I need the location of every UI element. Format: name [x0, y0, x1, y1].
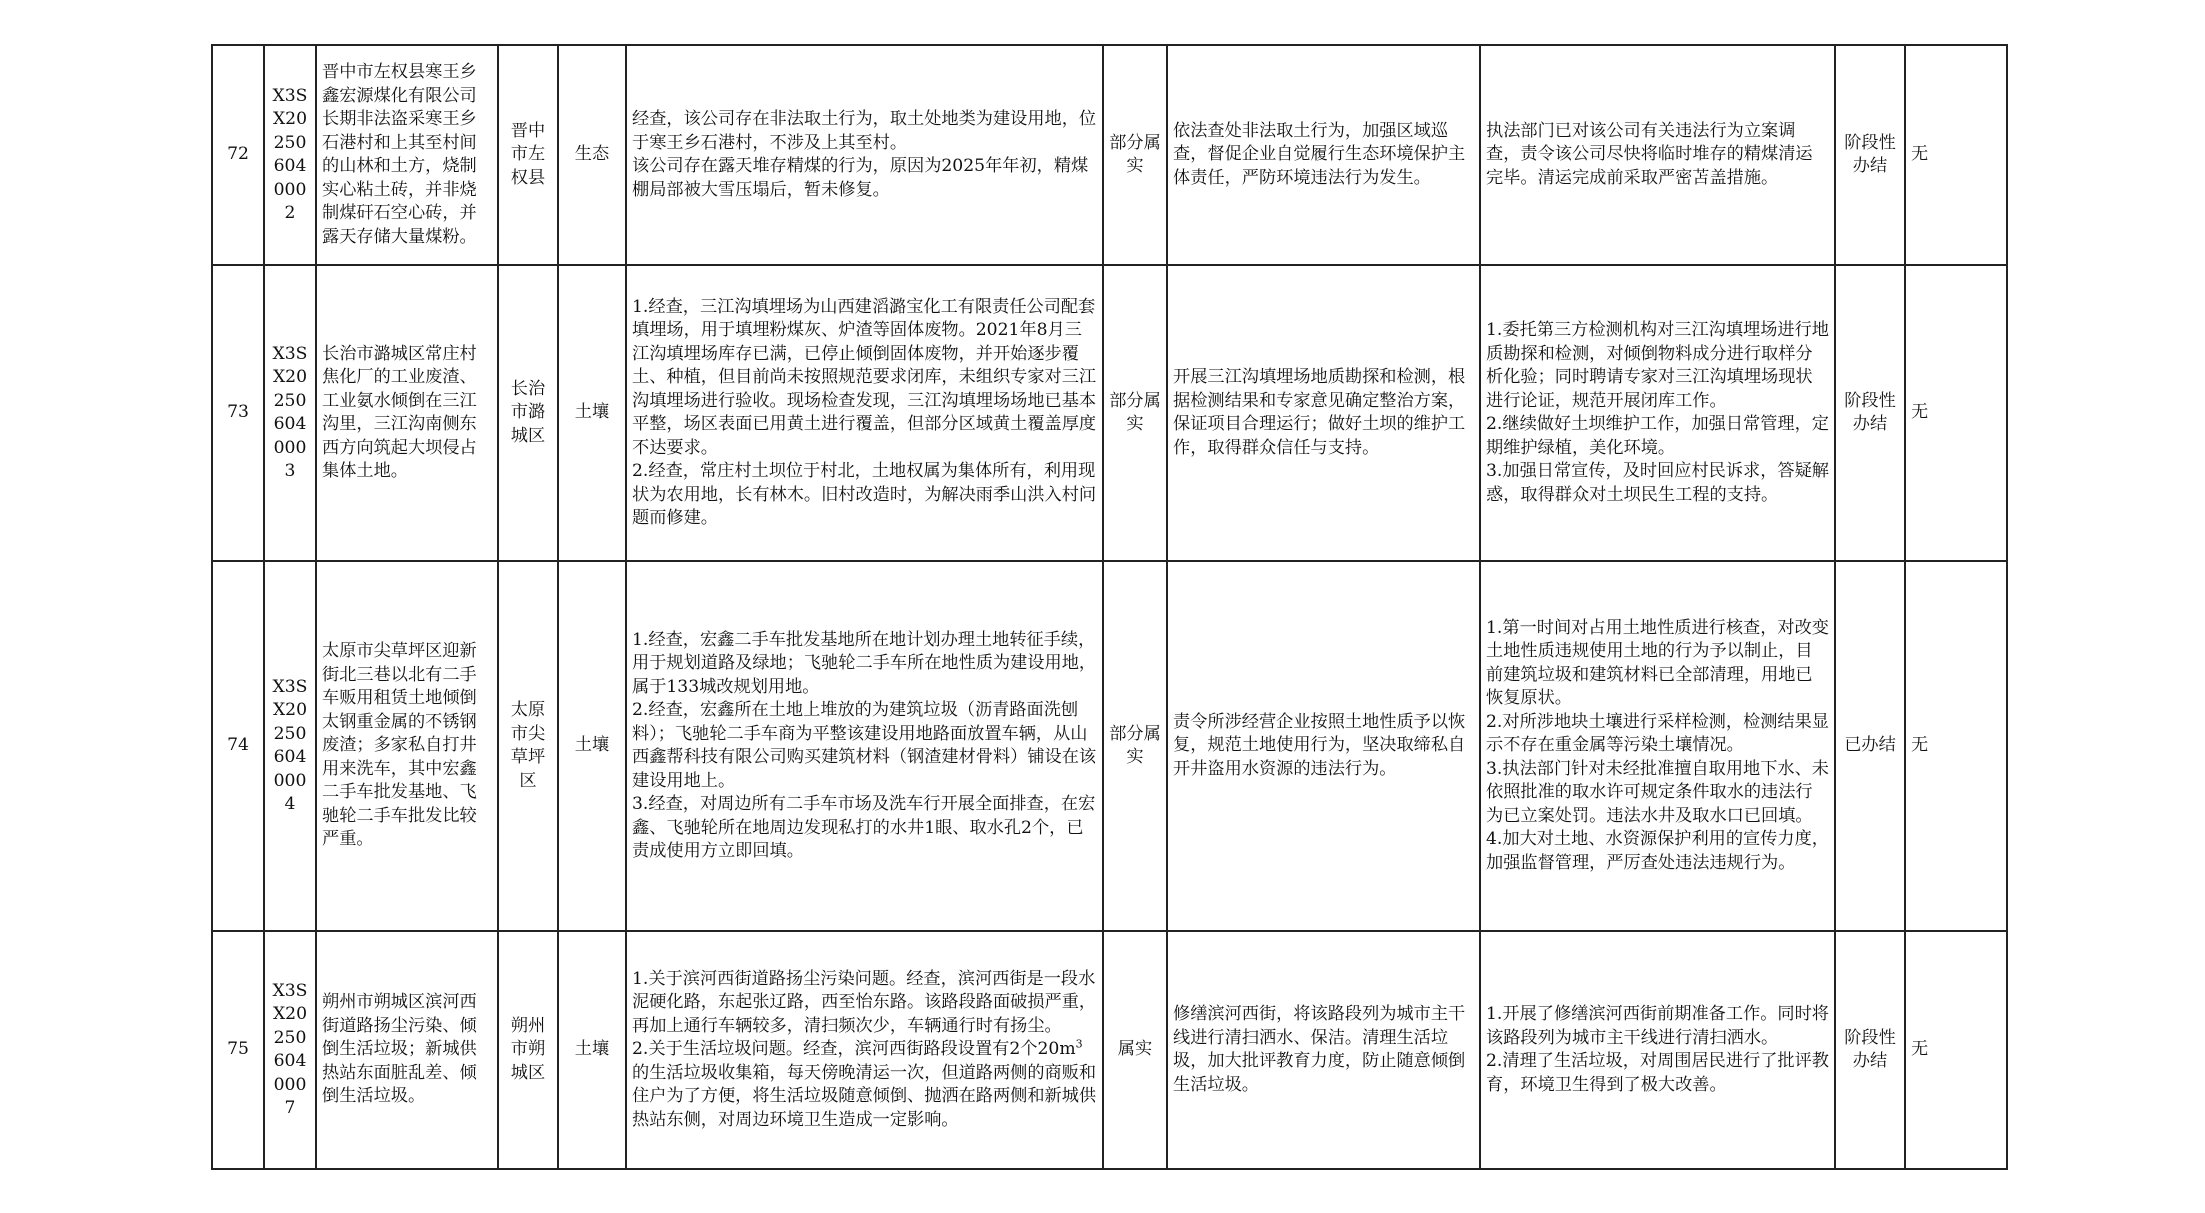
- rectification-cell: [1480, 265, 1835, 561]
- verification-paragraph: 2.经查，常庄村土坝位于村北，土地权属为集体所有，利用现状为农用地，长有林木。旧村改造时，为解决雨季山洪入村问题而修建。: [632, 461, 1097, 528]
- cubic-superscript: 3: [1075, 1037, 1083, 1051]
- verification-cell: [626, 561, 1103, 931]
- verification-text: 的生活垃圾收集箱，每天傍晚清运一次，但道路两侧的商贩和住户为了方便，将生活垃圾随意倾倒、抛洒在路两侧和新城供热站东侧，对周边环境卫生造成一定影响。: [632, 1062, 1097, 1130]
- table-row: [212, 45, 2007, 265]
- handling-opinion: 依法查处非法取土行为，加强区域巡查，督促企业自觉履行生态环境保护主体责任，严防环境违法行为发生。: [1167, 45, 1480, 265]
- row-number: 73: [212, 265, 264, 561]
- case-code: X3SX202506040003: [264, 265, 316, 561]
- verification-paragraph: [632, 1038, 1097, 1132]
- table-row: [212, 931, 2007, 1169]
- complaint-content: 朔州市朔城区滨河西街道路扬尘污染、倾倒生活垃圾；新城供热站东面脏乱差、倾倒生活垃圾。: [316, 931, 498, 1169]
- truth-status: 部分属实: [1103, 265, 1167, 561]
- pollution-type: 土壤: [558, 265, 626, 561]
- rectification-paragraph: 2.对所涉地块土壤进行采样检测，检测结果显示不存在重金属等污染土壤情况。: [1486, 711, 1829, 756]
- rectification-paragraph: 2.清理了生活垃圾，对周围居民进行了批评教育，环境卫生得到了极大改善。: [1486, 1051, 1829, 1095]
- truth-status: 部分属实: [1103, 45, 1167, 265]
- verification-text: 2.关于生活垃圾问题。经查，滨河西街路段设置有2个20m: [632, 1039, 1076, 1060]
- progress-status: 阶段性办结: [1835, 931, 1905, 1169]
- verification-paragraph: 3.经查，对周边所有二手车市场及洗车行开展全面排查，在宏鑫、飞驰轮所在地周边发现私打的水井1眼、取水孔2个，已责成使用方立即回填。: [632, 794, 1096, 861]
- verification-cell: [626, 265, 1103, 561]
- rectification-paragraph: 执法部门已对该公司有关违法行为立案调查，责令该公司尽快将临时堆存的精煤清运完毕。清运完成前采取严密苫盖措施。: [1486, 120, 1813, 188]
- verification-cell: [626, 931, 1103, 1169]
- verification-paragraph: 1.关于滨河西街道路扬尘污染问题。经查，滨河西街是一段水泥硬化路，东起张辽路，西至怡东路。该路段路面破损严重，再加上通行车辆较多，清扫频次少，车辆通行时有扬尘。: [632, 968, 1097, 1036]
- row-number: 72: [212, 45, 264, 265]
- truth-status: 属实: [1103, 931, 1167, 1169]
- rectification-paragraph: 2.继续做好土坝维护工作，加强日常管理，定期维护绿植，美化环境。: [1486, 414, 1829, 458]
- complaint-content: 太原市尖草坪区迎新街北三巷以北有二手车贩用租赁土地倾倒太钢重金属的不锈钢废渣；多家私自打井用来洗车，其中宏鑫二手车批发基地、飞驰轮二手车批发比较严重。: [316, 561, 498, 931]
- accountability: 无: [1905, 265, 2007, 561]
- complaint-content: 晋中市左权县寒王乡鑫宏源煤化有限公司长期非法盗采寒王乡石港村和上其至村间的山林和土方，烧制实心粘土砖，并非烧制煤矸石空心砖，并露天存储大量煤粉。: [316, 45, 498, 265]
- verification-paragraph: 1.经查，三江沟填埋场为山西建滔潞宝化工有限责任公司配套填埋场，用于填埋粉煤灰、炉渣等固体废物。2021年8月三江沟填埋场库存已满，已停止倾倒固体废物，并开始逐步覆土、种植，但目前尚未按照规范要求闭库，未组织专家对三江沟填埋场进行验收。现场检查发现，三江沟填埋场场地已基本平整，场区表面已用黄土进行覆盖，但部分区域黄土覆盖厚度不达要求。: [632, 296, 1097, 458]
- row-number: 75: [212, 931, 264, 1169]
- rectification-cell: [1480, 45, 1835, 265]
- admin-area: 长治市潞城区: [498, 265, 558, 561]
- pollution-type: 生态: [558, 45, 626, 265]
- handling-opinion: 修缮滨河西街，将该路段列为城市主干线进行清扫洒水、保洁。清理生活垃圾，加大批评教育力度，防止随意倾倒生活垃圾。: [1167, 931, 1480, 1169]
- admin-area: 朔州市朔城区: [498, 931, 558, 1169]
- accountability: 无: [1905, 561, 2007, 931]
- verification-cell: [626, 45, 1103, 265]
- truth-status: 部分属实: [1103, 561, 1167, 931]
- verification-paragraph: 该公司存在露天堆存精煤的行为，原因为2025年年初，精煤棚局部被大雪压塌后，暂未修复。: [632, 156, 1089, 200]
- pollution-type: 土壤: [558, 931, 626, 1169]
- handling-opinion: 开展三江沟填埋场地质勘探和检测，根据检测结果和专家意见确定整治方案，保证项目合理运行；做好土坝的维护工作，取得群众信任与支持。: [1167, 265, 1480, 561]
- rectification-cell: [1480, 931, 1835, 1169]
- rectification-paragraph: 3.加强日常宣传，及时回应村民诉求，答疑解惑，取得群众对土坝民生工程的支持。: [1486, 461, 1829, 505]
- case-code: X3SX202506040007: [264, 931, 316, 1169]
- table-row: [212, 265, 2007, 561]
- admin-area: 晋中市左权县: [498, 45, 558, 265]
- progress-status: 已办结: [1835, 561, 1905, 931]
- row-number: 74: [212, 561, 264, 931]
- rectification-paragraph: 1.开展了修缮滨河西街前期准备工作。同时将该路段列为城市主干线进行清扫洒水。: [1486, 1004, 1829, 1048]
- table-row: [212, 561, 2007, 931]
- progress-status: 阶段性办结: [1835, 45, 1905, 265]
- progress-status: 阶段性办结: [1835, 265, 1905, 561]
- complaint-table: [211, 44, 2008, 1170]
- verification-paragraph: 1.经查，宏鑫二手车批发基地所在地计划办理土地转征手续，用于规划道路及绿地；飞驰轮二手车所在地性质为建设用地，属于133城改规划用地。: [632, 629, 1097, 697]
- pollution-type: 土壤: [558, 561, 626, 931]
- verification-paragraph: 经查，该公司存在非法取土行为，取土处地类为建设用地，位于寒王乡石港村，不涉及上其至村。: [632, 109, 1097, 153]
- case-code: X3SX202506040002: [264, 45, 316, 265]
- rectification-cell: [1480, 561, 1835, 931]
- admin-area: 太原市尖草坪区: [498, 561, 558, 931]
- verification-paragraph: 2.经查，宏鑫所在土地上堆放的为建筑垃圾（沥青路面洗刨料）；飞驰轮二手车商为平整该建设用地路面放置车辆，从山西鑫帮科技有限公司购买建筑材料（钢渣建材骨料）铺设在该建设用地上。: [632, 700, 1097, 791]
- accountability: 无: [1905, 931, 2007, 1169]
- accountability: 无: [1905, 45, 2007, 265]
- rectification-paragraph: 1.委托第三方检测机构对三江沟填埋场进行地质勘探和检测，对倾倒物料成分进行取样分析化验；同时聘请专家对三江沟填埋场现状进行论证，规范开展闭库工作。: [1486, 320, 1829, 411]
- case-code: X3SX202506040004: [264, 561, 316, 931]
- handling-opinion: 责令所涉经营企业按照土地性质予以恢复，规范土地使用行为，坚决取缔私自开井盗用水资源的违法行为。: [1167, 561, 1480, 931]
- rectification-paragraph: 1.第一时间对占用土地性质进行核查，对改变土地性质违规使用土地的行为予以制止，目前建筑垃圾和建筑材料已全部清理，用地已恢复原状。: [1486, 617, 1829, 709]
- rectification-paragraph: 4.加大对土地、水资源保护利用的宣传力度，加强监督管理，严厉查处违法违规行为。: [1486, 829, 1829, 873]
- complaint-content: 长治市潞城区常庄村焦化厂的工业废渣、工业氨水倾倒在三江沟里，三江沟南侧东西方向筑起大坝侵占集体土地。: [316, 265, 498, 561]
- rectification-paragraph: 3.执法部门针对未经批准擅自取用地下水、未依照批准的取水许可规定条件取水的违法行为已立案处罚。违法水井及取水口已回填。: [1486, 758, 1829, 826]
